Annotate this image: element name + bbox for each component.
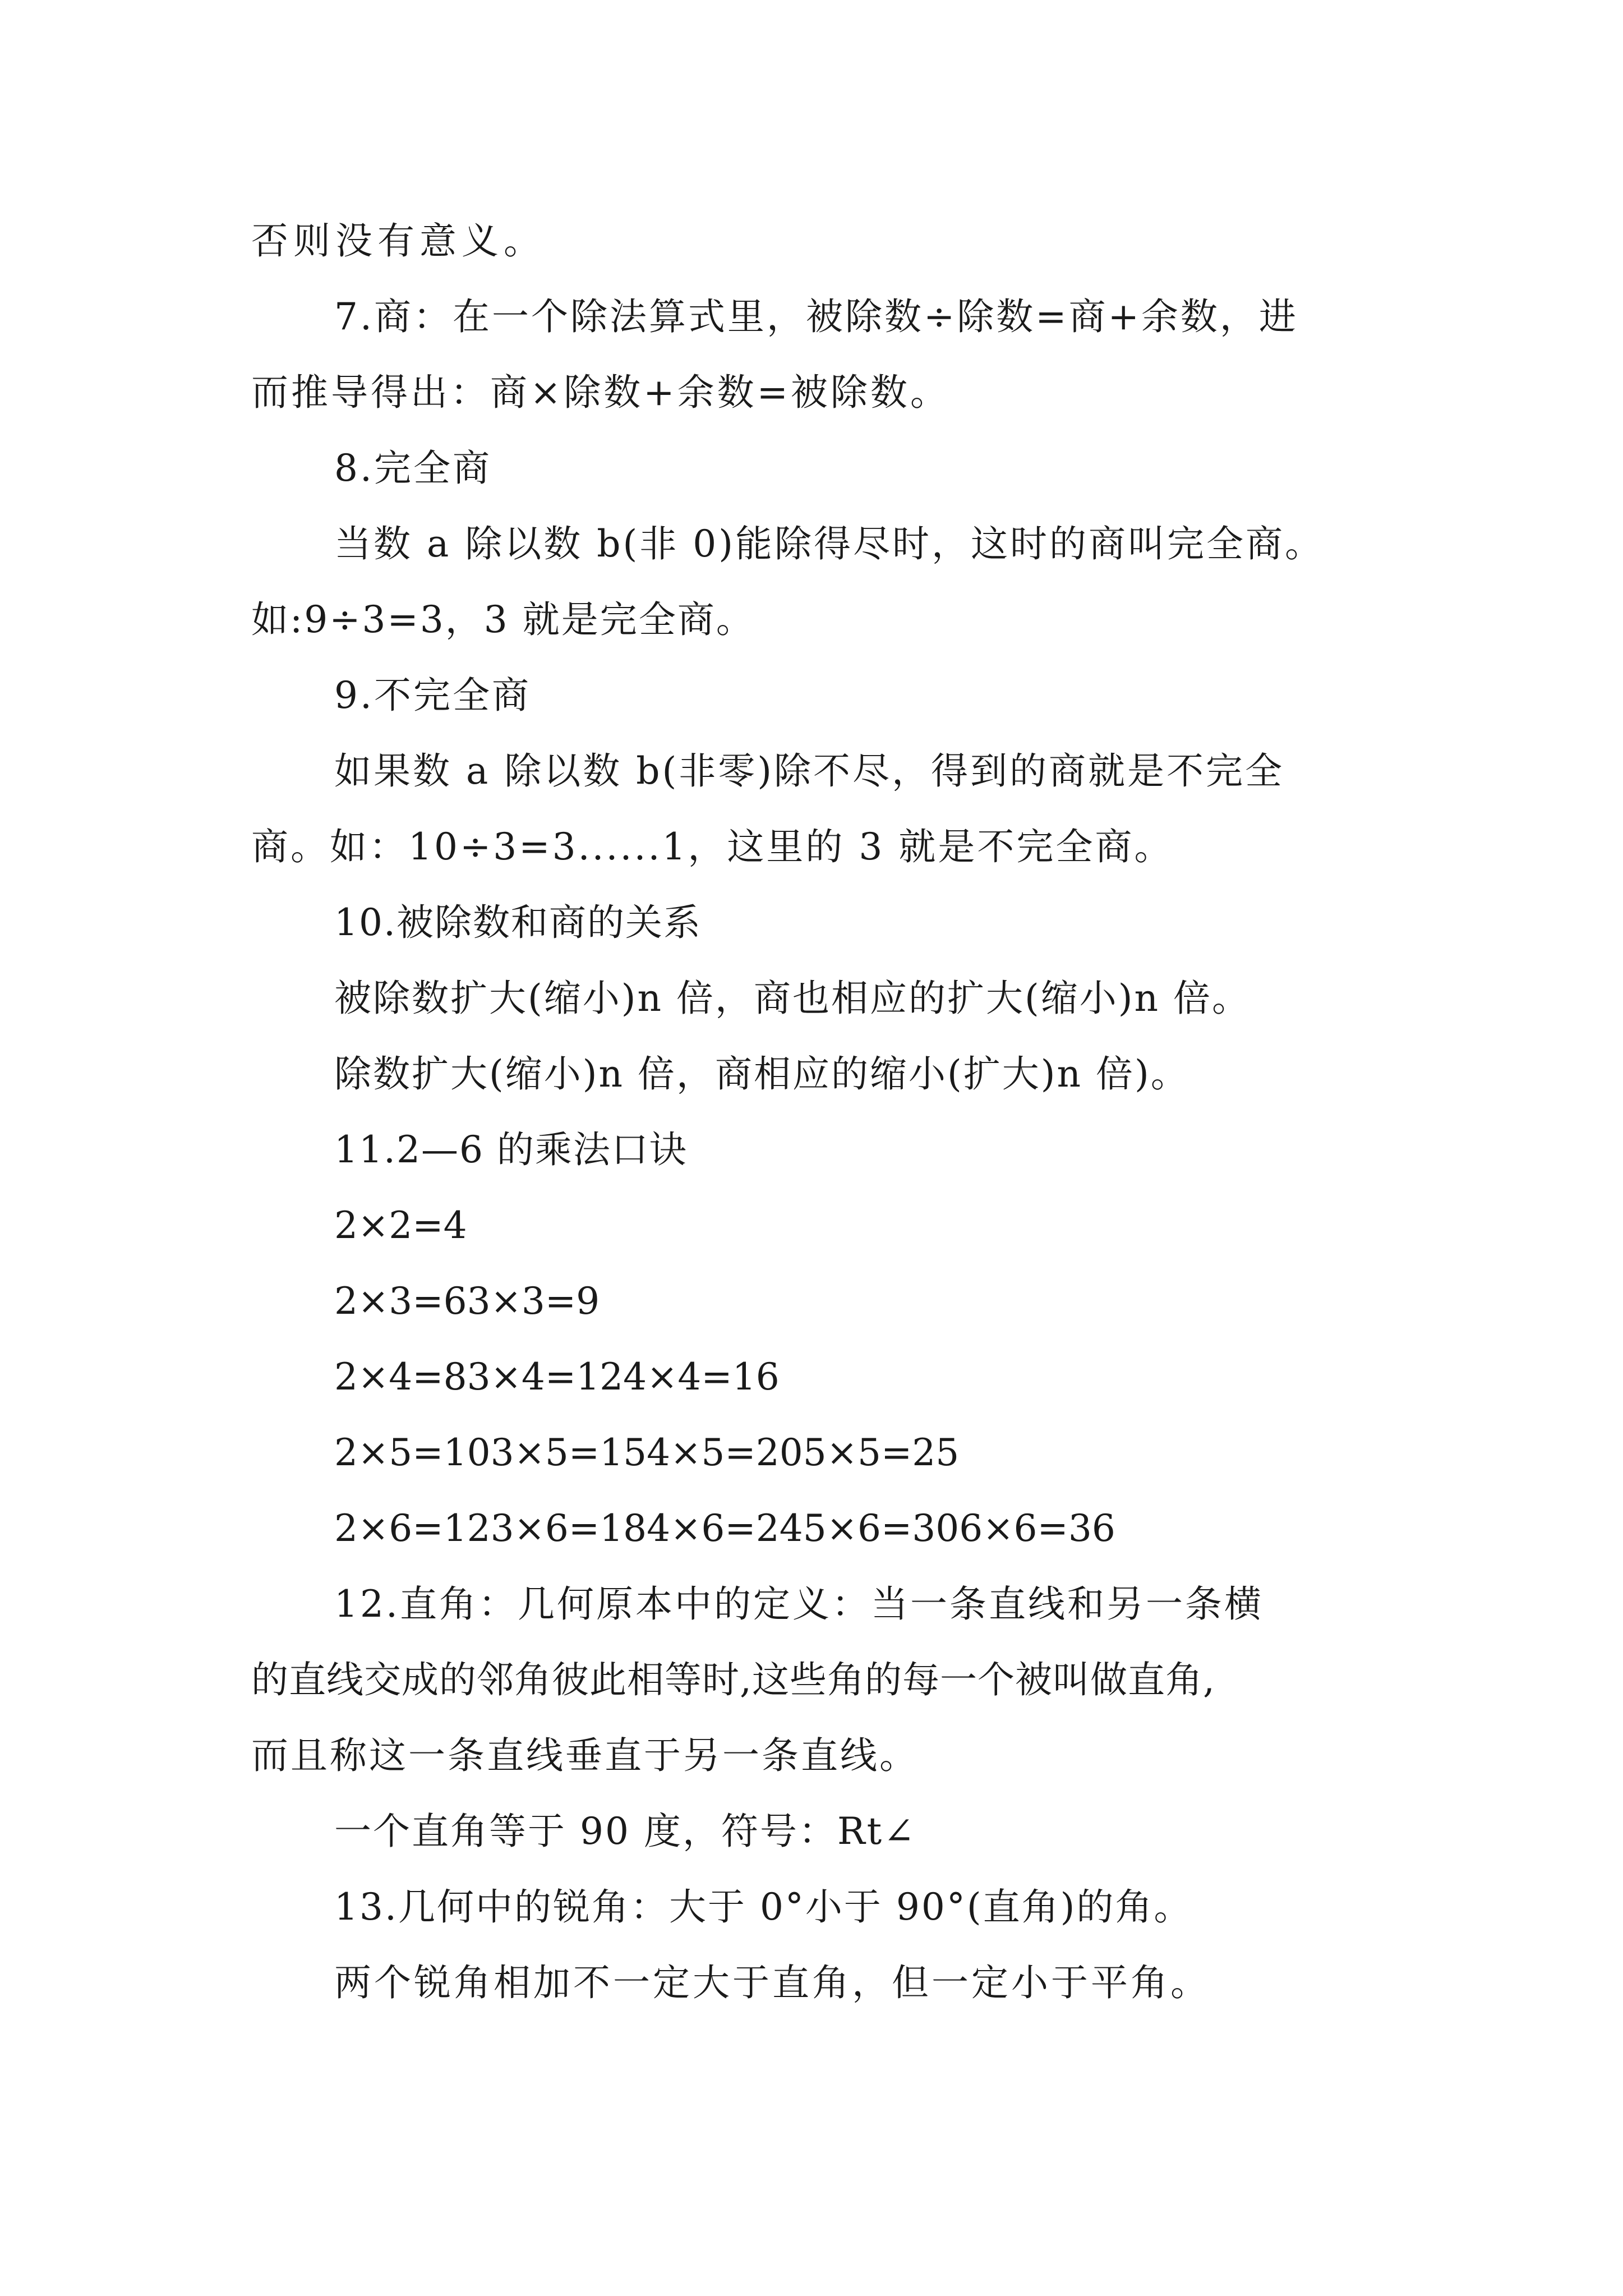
text-line: 被除数扩大(缩小)n 倍，商也相应的扩大(缩小)n 倍。: [334, 977, 1251, 1020]
text-line: 一个直角等于 90 度，符号：Rt∠: [334, 1810, 916, 1853]
multiplication-line: 2×3=63×3=9: [334, 1280, 600, 1323]
text-line: 除数扩大(缩小)n 倍，商相应的缩小(扩大)n 倍)。: [334, 1052, 1189, 1096]
text-line: 而且称这一条直线垂直于另一条直线。: [251, 1734, 919, 1777]
heading-multiplication-table: 11.2—6 的乘法口诀: [334, 1128, 688, 1171]
text-line: 当数 a 除以数 b(非 0)能除得尽时，这时的商叫完全商。: [334, 522, 1325, 565]
multiplication-line: 2×5=103×5=154×5=205×5=25: [334, 1431, 960, 1474]
text-line: 否则没有意义。: [251, 219, 546, 263]
multiplication-line: 2×2=4: [334, 1204, 467, 1247]
text-line: 两个锐角相加不一定大于直角，但一定小于平角。: [334, 1961, 1210, 2004]
multiplication-line: 2×4=83×4=124×4=16: [334, 1355, 780, 1398]
text-line: 的直线交成的邻角彼此相等时,这些角的每一个被叫做直角,: [251, 1658, 1215, 1701]
definition-right-angle: 12.直角：几何原本中的定义：当一条直线和另一条横: [334, 1582, 1264, 1626]
heading-incomplete-quotient: 9.不完全商: [334, 674, 531, 717]
definition-acute-angle: 13.几何中的锐角：大于 0°小于 90°(直角)的角。: [334, 1885, 1193, 1929]
text-line: 而推导得出：商×除数+余数=被除数。: [251, 371, 950, 414]
heading-complete-quotient: 8.完全商: [334, 447, 492, 490]
text-line: 如果数 a 除以数 b(非零)除不尽，得到的商就是不完全: [334, 749, 1285, 793]
text-line: 商。如：10÷3=3......1，这里的 3 就是不完全商。: [251, 825, 1174, 868]
multiplication-line: 2×6=123×6=184×6=245×6=306×6=36: [334, 1507, 1115, 1550]
heading-dividend-quotient-relation: 10.被除数和商的关系: [334, 901, 702, 944]
definition-quotient: 7.商：在一个除法算式里，被除数÷除数=商+余数，进: [334, 295, 1298, 338]
text-line: 如:9÷3=3，3 就是完全商。: [251, 598, 755, 641]
